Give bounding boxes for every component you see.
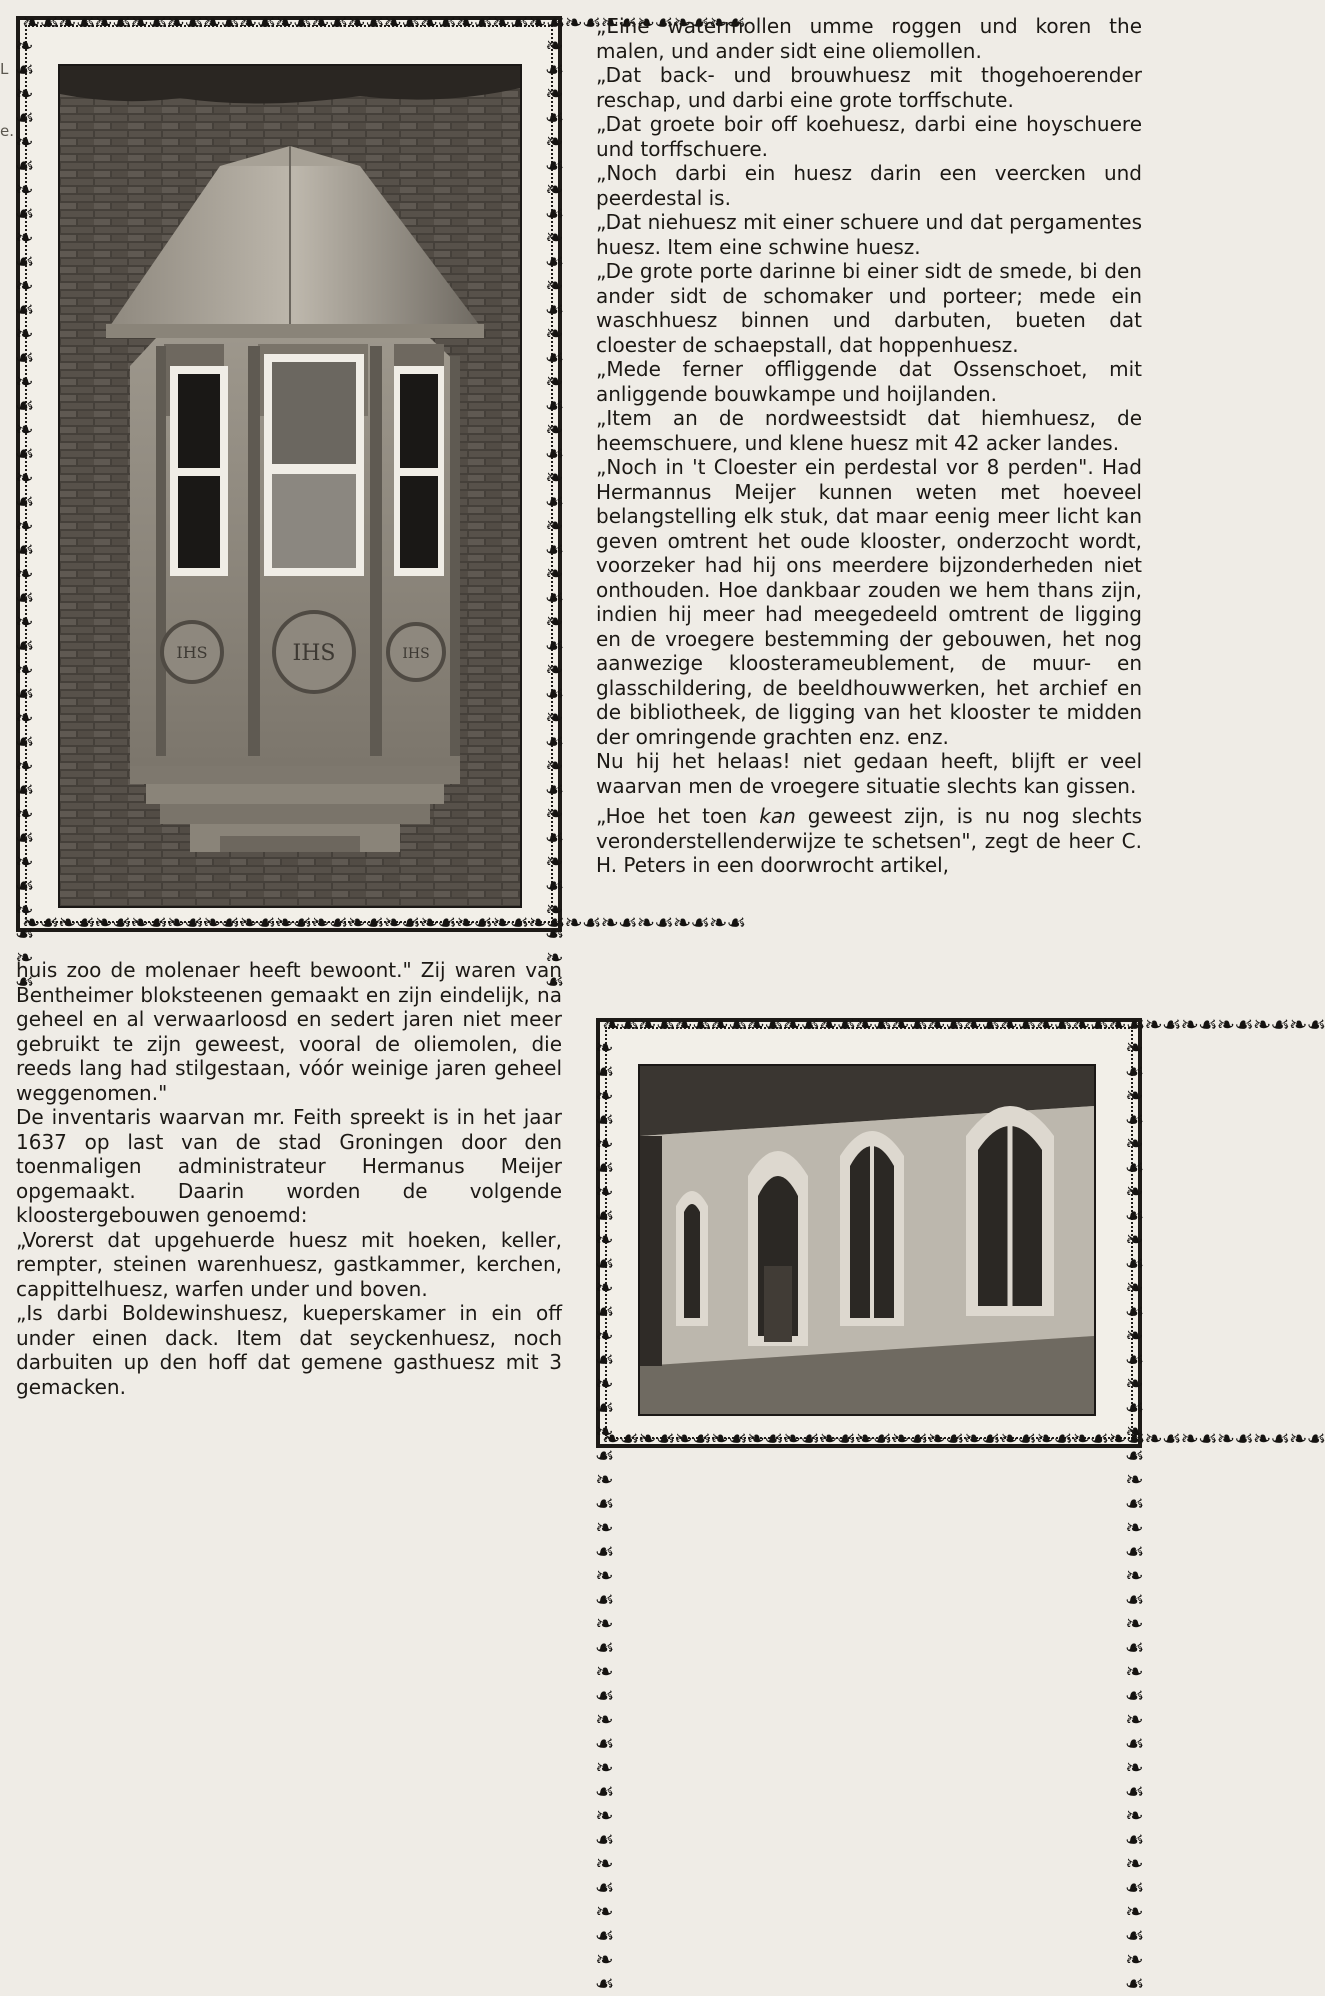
oriel-window-photo (58, 64, 522, 908)
oriel-window-illustration (60, 66, 520, 906)
paragraph: huis zoo de molenaer heeft bewoont." Zij waren van Bentheimer bloksteenen gemaakt en zijn eindelijk, na geheel en al verwaarloosd en sedert jaren niet meer gebruikt te zijn geweest, vooral de oliemolen, die reeds lang had stilgestaan, vóór weinige jaren geheel weggenomen." (16, 958, 562, 1105)
italic-text-run: kan (759, 804, 796, 828)
paragraph: Nu hij het helaas! niet gedaan heeft, blijft er veel waarvan men de vroegere situatie slechts kan gissen. (596, 749, 1142, 798)
paragraph-last (596, 804, 1142, 878)
ornament-left: ❧☙❧☙❧☙❧☙❧☙❧☙❧☙❧☙❧☙❧☙❧☙❧☙❧☙❧☙❧☙❧☙❧☙❧☙❧☙❧☙ (12, 34, 37, 994)
paragraph: „Eine watermollen umme roggen und koren the malen, und ander sidt eine oliemollen. (596, 14, 1142, 63)
margin-mark: L (0, 60, 9, 78)
ornament-right: ❧☙❧☙❧☙❧☙❧☙❧☙❧☙❧☙❧☙❧☙❧☙❧☙❧☙❧☙❧☙❧☙❧☙❧☙❧☙❧☙ (542, 34, 567, 994)
left-column-text (16, 958, 562, 1399)
paragraph: „Dat back- und brouwhuesz mit thogehoerender reschap, und darbi eine grote torffschute. (596, 63, 1142, 112)
ornament-bottom: ❧☙❧☙❧☙❧☙❧☙❧☙❧☙❧☙❧☙❧☙❧☙❧☙❧☙❧☙❧☙❧☙❧☙❧☙❧☙❧☙ (22, 911, 746, 936)
paragraph: „Item an de nordweestsidt dat hiemhuesz, de heemschuere, und klene huesz mit 42 acker landes. (596, 406, 1142, 455)
ornament-top: ❧☙❧☙❧☙❧☙❧☙❧☙❧☙❧☙❧☙❧☙❧☙❧☙❧☙❧☙❧☙❧☙❧☙❧☙❧☙❧☙ (22, 11, 746, 36)
chapel-wall-photo (638, 1064, 1096, 1416)
paragraph: „Noch in 't Cloester ein perdestal vor 8 perden". Had Hermannus Meijer kunnen weten met hoeveel belangstelling elk stuk, dat maar eenig meer licht kan geven omtrent het oude klooster, onderzocht wordt, voorzeker had hij ons meerdere bijzonderheden niet onthouden. Hoe dankbaar zouden we hem thans zijn, indien hij meer had meegedeeld omtrent de ligging en de vroegere bestemming der gebouwen, het nog aanwezige kloosterameublement, de muur- en glasschildering, de beeldhouwwerken, het archief en de bibliotheek, de ligging van het klooster te midden der omringende grachten enz. enz. (596, 455, 1142, 749)
text-run: „Hoe het toen (596, 804, 760, 828)
margin-mark: e. (0, 122, 14, 140)
medallion-text: IHS (292, 641, 336, 666)
paragraph: „Noch darbi ein huesz darin een veercken und peerdestal is. (596, 161, 1142, 210)
ornament-bottom: ❧☙❧☙❧☙❧☙❧☙❧☙❧☙❧☙❧☙❧☙❧☙❧☙❧☙❧☙❧☙❧☙❧☙❧☙❧☙❧☙ (602, 1427, 1325, 1452)
paragraph: „Dat niehuesz mit einer schuere und dat pergamentes huesz. Item eine schwine huesz. (596, 210, 1142, 259)
ornament-left: ❧☙❧☙❧☙❧☙❧☙❧☙❧☙❧☙❧☙❧☙❧☙❧☙❧☙❧☙❧☙❧☙❧☙❧☙❧☙❧☙ (592, 1036, 617, 1996)
paragraph: „Vorerst dat upgehuerde huesz mit hoeken, keller, rempter, steinen warenhuesz, gastkammer, kerchen, cappittelhuesz, warfen under und boven. (16, 1227, 562, 1301)
medallion-text: IHS (402, 646, 430, 662)
right-column-text (596, 14, 1142, 878)
ornament-top: ❧☙❧☙❧☙❧☙❧☙❧☙❧☙❧☙❧☙❧☙❧☙❧☙❧☙❧☙❧☙❧☙❧☙❧☙❧☙❧☙ (602, 1013, 1325, 1038)
paragraph: „De grote porte darinne bi einer sidt de smede, bi den ander sidt de schomaker und porteer; mede ein waschhuesz binnen und darbuten, bueten dat cloester de schaepstall, dat hoppenhuesz. (596, 259, 1142, 357)
paragraph: „Is darbi Boldewinshuesz, kueperskamer in ein off under einen dack. Item dat seyckenhuesz, noch darbuiten up den hoff dat gemene gasthuesz mit 3 gemacken. (16, 1301, 562, 1399)
medallion-text: IHS (176, 643, 208, 662)
chapel-wall-illustration (640, 1066, 1094, 1414)
figure-chapel-wall (592, 1013, 1325, 1996)
ornament-right: ❧☙❧☙❧☙❧☙❧☙❧☙❧☙❧☙❧☙❧☙❧☙❧☙❧☙❧☙❧☙❧☙❧☙❧☙❧☙❧☙ (1122, 1036, 1147, 1996)
paragraph: De inventaris waarvan mr. Feith spreekt is in het jaar 1637 op last van de stad Groningen door den toenmaligen administrateur Hermanus Meijer opgemaakt. Daarin worden de volgende kloostergebouwen genoemd: (16, 1105, 562, 1227)
paragraph: „Mede ferner offliggende dat Ossenschoet, mit anliggende bouwkampe und hoijlanden. (596, 357, 1142, 406)
paragraph: „Dat groete boir off koehuesz, darbi eine hoyschuere und torffschuere. (596, 112, 1142, 161)
text-run: geweest zijn, is nu nog slechts veronderstellenderwijze te schetsen", zegt de heer C. H. Peters in een doorwrocht artikel, (596, 804, 1143, 877)
